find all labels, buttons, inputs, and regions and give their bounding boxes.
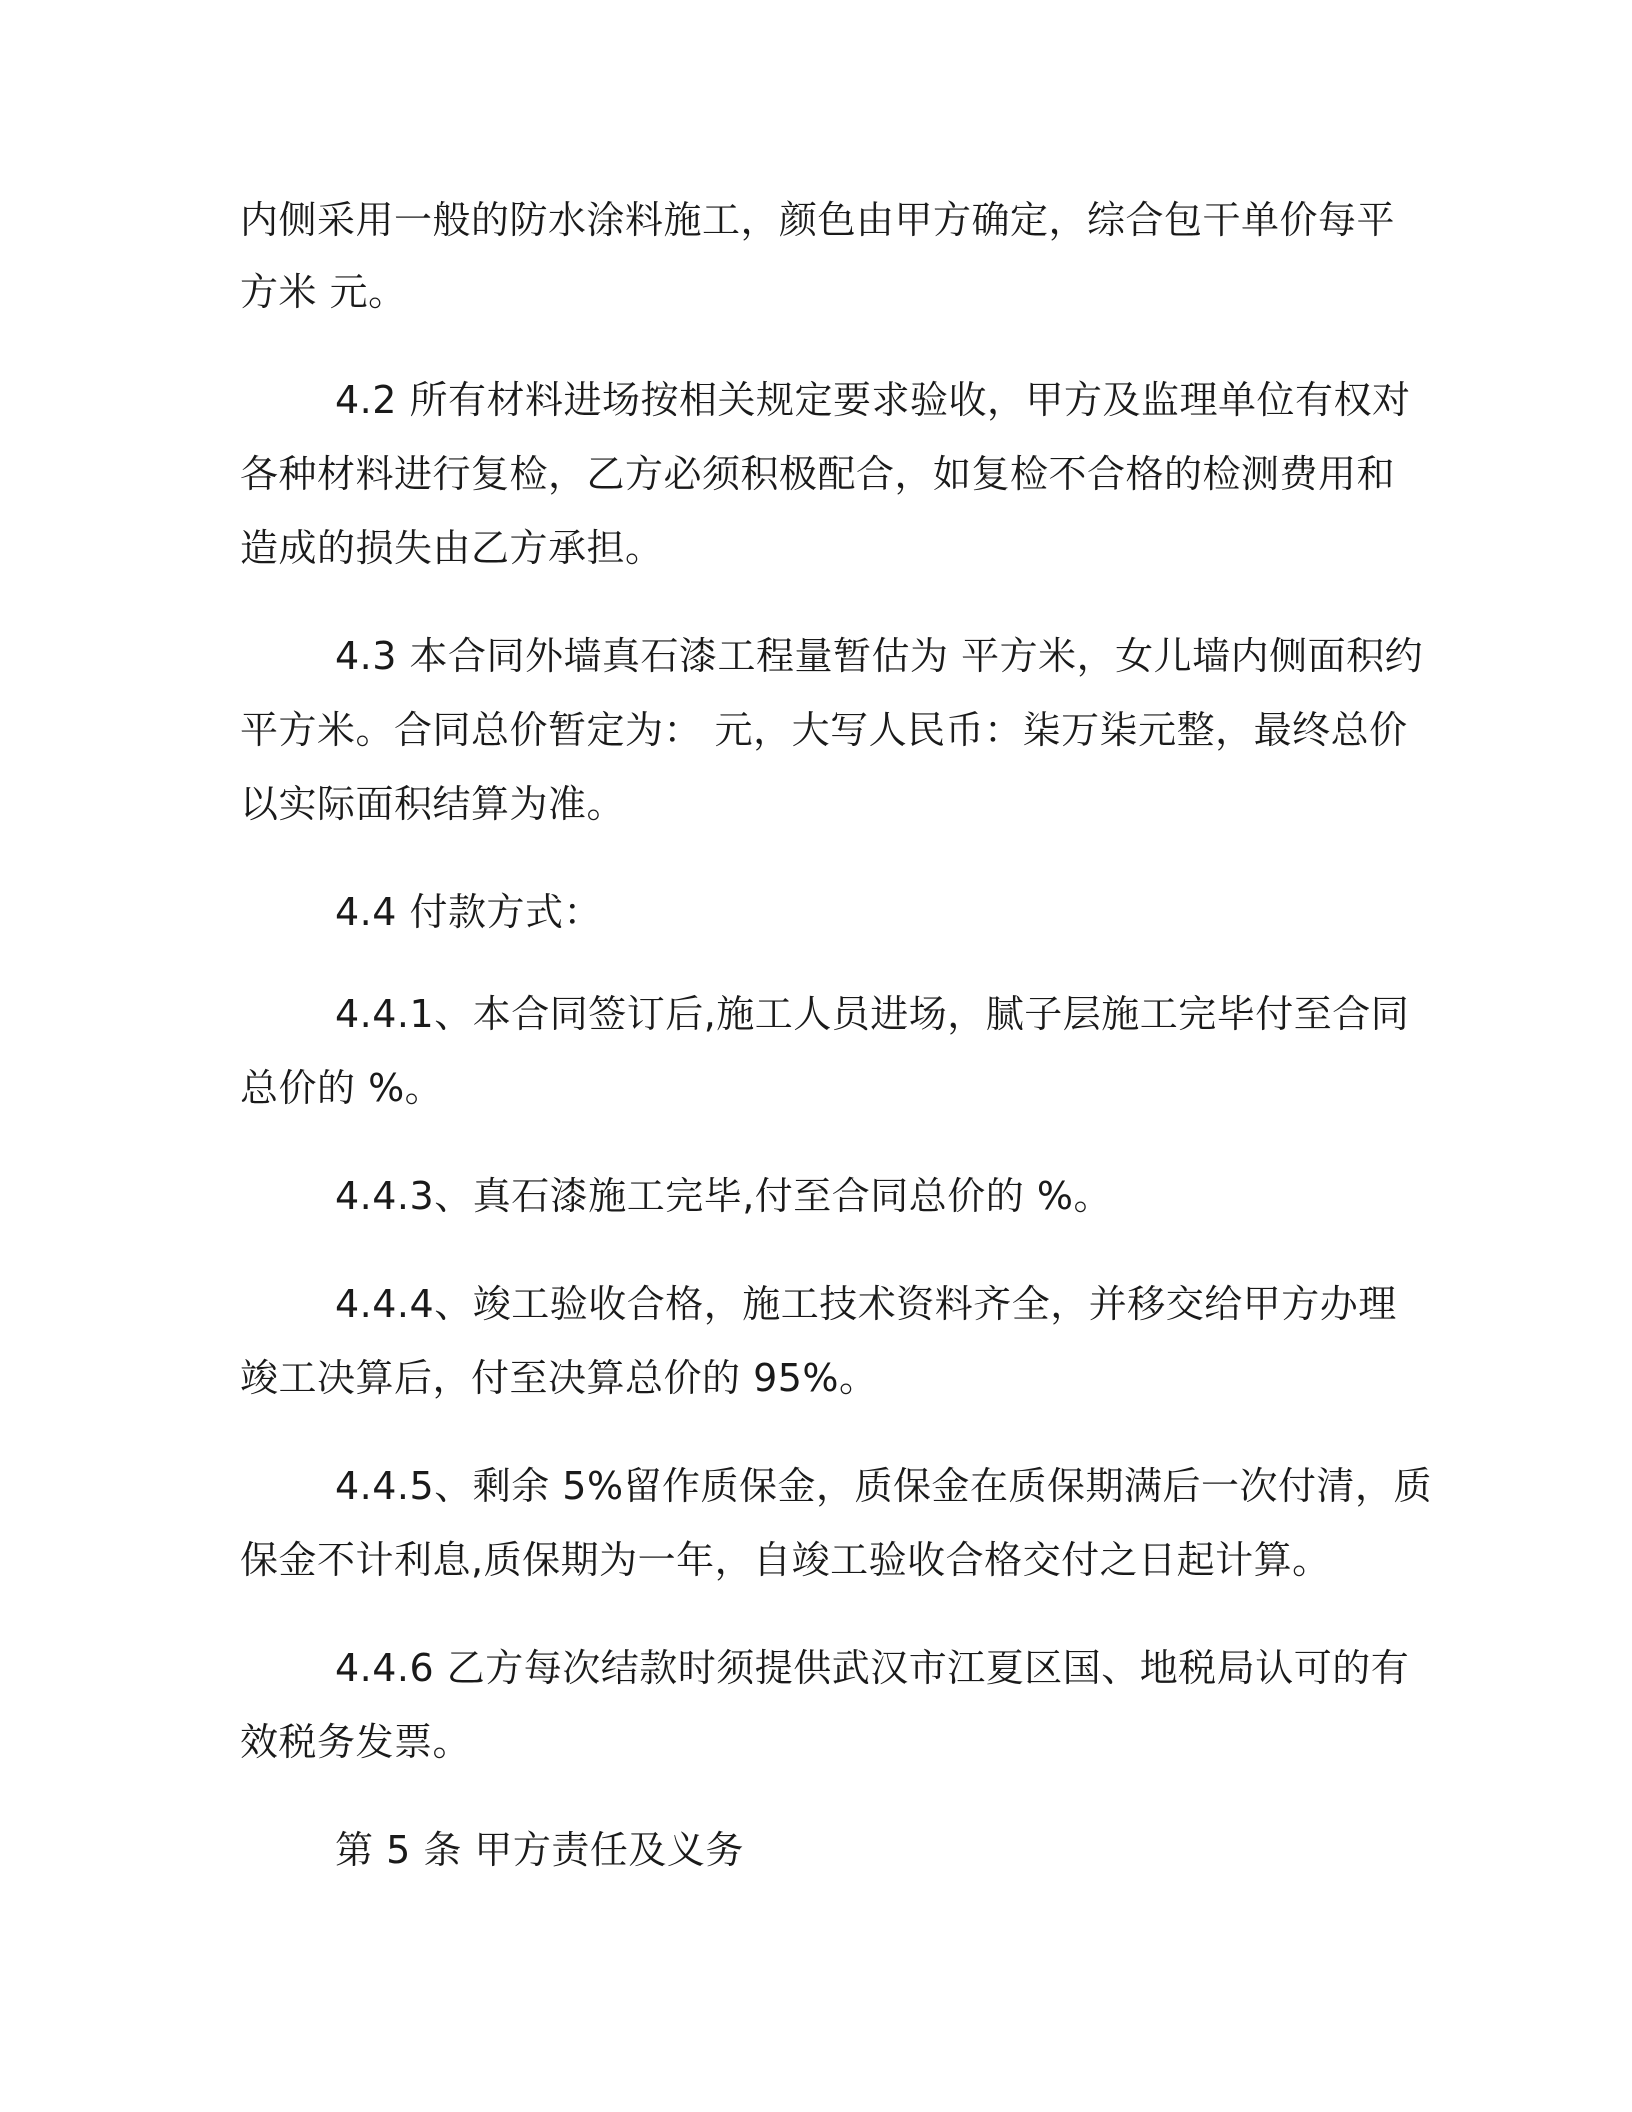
clause-4-4-4-line-1: 4.4.4、竣工验收合格，施工技术资料齐全，并移交给甲方办理 <box>335 1282 1397 1326</box>
clause-4-4-5-line-1: 4.4.5、剩余 5%留作质保金，质保金在质保期满后一次付清，质 <box>335 1464 1433 1508</box>
clause-4-2-line-2: 各种材料进行复检，乙方必须积极配合，如复检不合格的检测费用和 <box>240 452 1396 496</box>
clause-4-4-6-line-2: 效税务发票。 <box>240 1720 472 1764</box>
clause-4-4-1-line-1: 4.4.1、本合同签订后,施工人员进场，腻子层施工完毕付至合同 <box>335 992 1410 1036</box>
clause-4-3-line-1: 4.3 本合同外墙真石漆工程量暂估为 平方米，女儿墙内侧面积约 <box>335 634 1424 678</box>
clause-4-4-3-line-1: 4.4.3、真石漆施工完毕,付至合同总价的 %。 <box>335 1174 1112 1218</box>
clause-4-4-6-line-1: 4.4.6 乙方每次结款时须提供武汉市江夏区国、地税局认可的有 <box>335 1646 1410 1690</box>
continuation-line-2: 方米 元。 <box>240 270 407 314</box>
clause-4-2-line-3: 造成的损失由乙方承担。 <box>240 526 664 570</box>
clause-4-2-line-1: 4.2 所有材料进场按相关规定要求验收，甲方及监理单位有权对 <box>335 378 1411 422</box>
continuation-line-1: 内侧采用一般的防水涂料施工，颜色由甲方确定，综合包干单价每平 <box>240 198 1396 242</box>
clause-4-3-line-3: 以实际面积结算为准。 <box>240 782 626 826</box>
clause-4-4-5-line-2: 保金不计利息,质保期为一年，自竣工验收合格交付之日起计算。 <box>240 1538 1331 1582</box>
clause-4-4-4-line-2: 竣工决算后，付至决算总价的 95%。 <box>240 1356 878 1400</box>
clause-4-4-1-line-2: 总价的 %。 <box>240 1066 444 1110</box>
clause-4-3-line-2: 平方米。合同总价暂定为： 元，大写人民币：柒万柒元整，最终总价 <box>240 708 1408 752</box>
article-5-heading: 第 5 条 甲方责任及义务 <box>335 1828 744 1872</box>
clause-4-4-heading: 4.4 付款方式： <box>335 890 603 934</box>
